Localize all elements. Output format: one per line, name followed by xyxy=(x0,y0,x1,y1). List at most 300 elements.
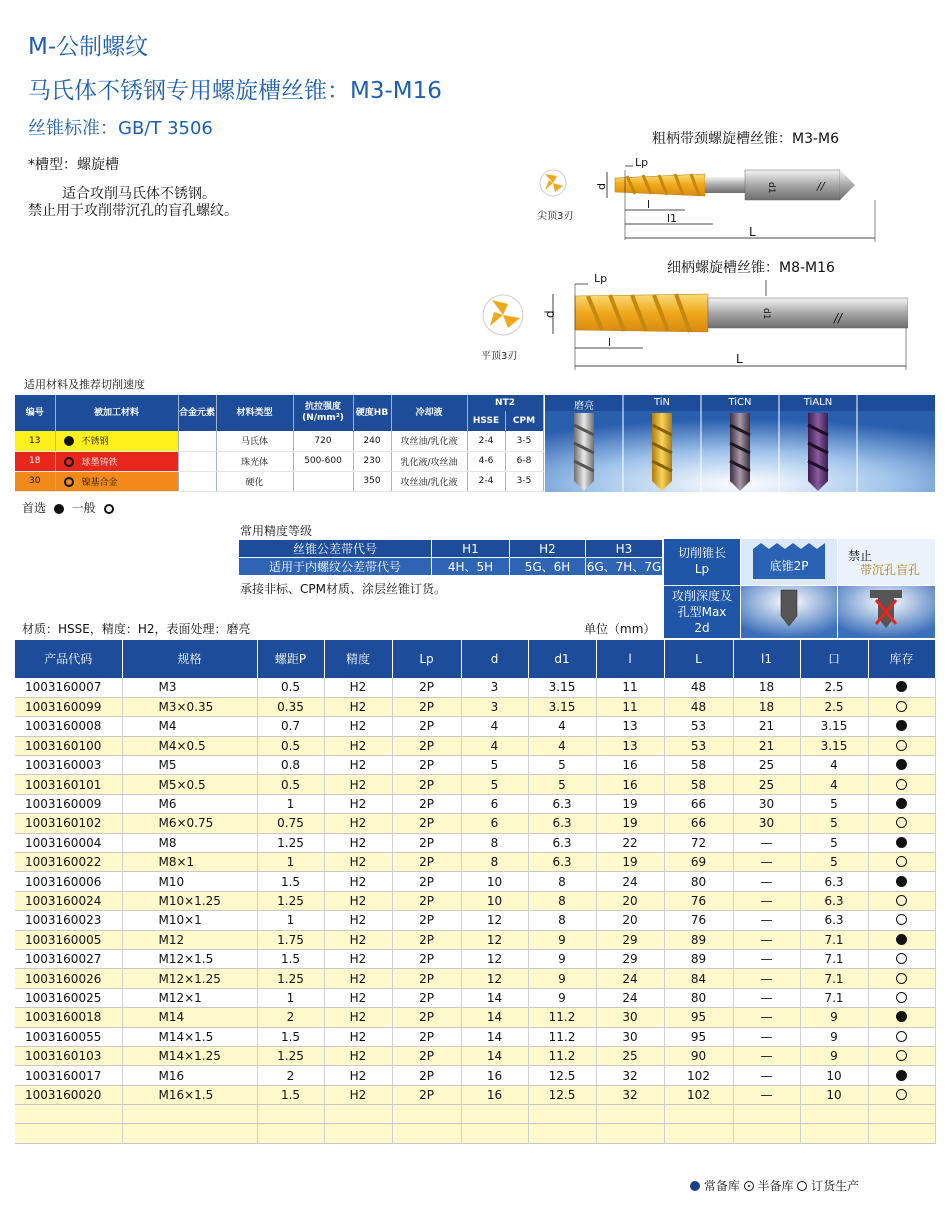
precision-tol-3: 6G、7H、7G xyxy=(586,558,663,576)
cell-d: 14 xyxy=(461,1027,528,1046)
mat-hsse: 2-4 xyxy=(467,471,505,491)
cell-pitch: 0.5 xyxy=(257,775,324,794)
cell-spec: M6 xyxy=(122,794,257,813)
table-row xyxy=(15,911,935,930)
cell-pitch: 2 xyxy=(257,1008,324,1027)
svg-text:d: d xyxy=(543,310,557,318)
cell-l1: 25 xyxy=(733,756,800,775)
mat-header-coolant: 冷却液 xyxy=(391,395,467,431)
table-row xyxy=(15,949,935,968)
cell-stock xyxy=(868,853,935,872)
cell-L: 80 xyxy=(664,872,733,891)
cell-lp: 2P xyxy=(392,814,461,833)
col-header-L: L xyxy=(664,640,733,678)
cell-l: 11 xyxy=(596,697,664,716)
mat-header-alloy: 合金元素 xyxy=(178,395,216,431)
cell-d: 8 xyxy=(461,833,528,852)
svg-text:L: L xyxy=(736,352,743,366)
mat-row xyxy=(15,451,543,471)
stock-order-icon xyxy=(896,1089,907,1100)
cell-spec: M12 xyxy=(122,930,257,949)
cell-spec: M4 xyxy=(122,717,257,736)
cell-square: 7.1 xyxy=(800,949,868,968)
cell-square: 6.3 xyxy=(800,911,868,930)
cell-precision: H2 xyxy=(324,814,392,833)
col-header-d: d xyxy=(461,640,528,678)
stock-full-icon xyxy=(896,837,907,848)
normal-dot-icon xyxy=(64,477,74,487)
cell-d1: 11.2 xyxy=(528,1046,596,1065)
cell-spec: M8×1 xyxy=(122,853,257,872)
stock-order-icon xyxy=(896,817,907,828)
stock-order-icon xyxy=(896,856,907,867)
bottom-diagram-title: 细柄螺旋槽丝锥：M8-M16 xyxy=(667,260,835,276)
col-header-code: 产品代码 xyxy=(15,640,122,678)
cell-pitch: 1 xyxy=(257,911,324,930)
cell-l: 19 xyxy=(596,814,664,833)
cell-l1: 30 xyxy=(733,814,800,833)
cell-stock xyxy=(868,775,935,794)
bottom-tip-caption: 平顶3刃 xyxy=(481,351,518,362)
svg-text:Lp: Lp xyxy=(635,156,649,169)
blank-cell xyxy=(461,1105,528,1124)
cell-l: 32 xyxy=(596,1085,664,1104)
cell-d1: 3.15 xyxy=(528,678,596,697)
cell-d: 5 xyxy=(461,756,528,775)
cell-pitch: 1.25 xyxy=(257,891,324,910)
stock-order-icon xyxy=(896,779,907,790)
blank-cell xyxy=(800,1124,868,1143)
cell-pitch: 0.8 xyxy=(257,756,324,775)
cell-precision: H2 xyxy=(324,949,392,968)
cell-l: 24 xyxy=(596,872,664,891)
blank-cell xyxy=(528,1105,596,1124)
cell-code: 1003160099 xyxy=(15,697,122,716)
cell-d: 10 xyxy=(461,872,528,891)
cell-stock xyxy=(868,1046,935,1065)
precision-row2-label: 适用于内螺纹公差带代号 xyxy=(239,558,432,576)
bottom-tap-diagram xyxy=(478,270,908,380)
stock-order-icon xyxy=(896,895,907,906)
cell-l: 22 xyxy=(596,833,664,852)
coating-label-ticn: TiCN xyxy=(728,397,752,408)
mat-no: 13 xyxy=(15,431,55,451)
cell-d: 16 xyxy=(461,1066,528,1085)
cell-d1: 5 xyxy=(528,756,596,775)
cell-square: 4 xyxy=(800,756,868,775)
cell-L: 84 xyxy=(664,969,733,988)
cell-stock xyxy=(868,1085,935,1104)
cell-square: 6.3 xyxy=(800,891,868,910)
cell-pitch: 1.25 xyxy=(257,1046,324,1065)
cell-d: 3 xyxy=(461,697,528,716)
table-row xyxy=(15,988,935,1007)
cell-precision: H2 xyxy=(324,930,392,949)
stock-full-icon xyxy=(896,876,907,887)
cell-spec: M5 xyxy=(122,756,257,775)
cell-spec: M3 xyxy=(122,678,257,697)
cell-stock xyxy=(868,969,935,988)
description-line-2: 禁止用于攻削带沉孔的盲孔螺纹。 xyxy=(28,203,238,219)
stock-order-icon xyxy=(896,992,907,1003)
table-row xyxy=(15,1066,935,1085)
stock-full-icon xyxy=(896,1011,907,1022)
cell-spec: M12×1.5 xyxy=(122,949,257,968)
cell-pitch: 1.5 xyxy=(257,1085,324,1104)
cell-pitch: 1.25 xyxy=(257,833,324,852)
cell-l1: 18 xyxy=(733,697,800,716)
cell-L: 58 xyxy=(664,756,733,775)
cell-l1: 25 xyxy=(733,775,800,794)
depth-label: 攻削深度及孔型Max 2d xyxy=(664,586,740,638)
cell-l: 16 xyxy=(596,775,664,794)
cell-code: 1003160003 xyxy=(15,756,122,775)
cell-lp: 2P xyxy=(392,833,461,852)
cell-stock xyxy=(868,949,935,968)
mat-coolant: 攻丝油/乳化液 xyxy=(391,431,467,451)
prohibit-panel xyxy=(838,539,935,585)
cell-code: 1003160102 xyxy=(15,814,122,833)
cell-code: 1003160018 xyxy=(15,1008,122,1027)
cell-stock xyxy=(868,697,935,716)
table-row xyxy=(15,775,935,794)
blank-row xyxy=(15,1105,935,1124)
cell-precision: H2 xyxy=(324,736,392,755)
cell-l1: — xyxy=(733,949,800,968)
svg-text://: // xyxy=(834,311,843,325)
cell-pitch: 0.5 xyxy=(257,736,324,755)
cell-d: 12 xyxy=(461,949,528,968)
cell-L: 48 xyxy=(664,678,733,697)
cell-stock xyxy=(868,833,935,852)
cell-square: 10 xyxy=(800,1085,868,1104)
blank-cell xyxy=(324,1105,392,1124)
blank-cell xyxy=(392,1124,461,1143)
cell-lp: 2P xyxy=(392,969,461,988)
cell-stock xyxy=(868,678,935,697)
cell-d: 8 xyxy=(461,853,528,872)
table-row xyxy=(15,1085,935,1104)
svg-text:d1: d1 xyxy=(761,308,771,320)
cell-L: 80 xyxy=(664,988,733,1007)
stock-full-icon xyxy=(896,759,907,770)
mat-alloy xyxy=(178,431,216,451)
cell-code: 1003160025 xyxy=(15,988,122,1007)
mat-hb: 230 xyxy=(353,451,391,471)
cell-square: 2.5 xyxy=(800,697,868,716)
svg-text://: // xyxy=(817,180,825,193)
cell-stock xyxy=(868,736,935,755)
cell-l1: — xyxy=(733,1008,800,1027)
cell-L: 76 xyxy=(664,911,733,930)
mat-header-material: 被加工材料 xyxy=(55,395,178,431)
cell-code: 1003160100 xyxy=(15,736,122,755)
blank-cell xyxy=(596,1105,664,1124)
mat-header-type: 材料类型 xyxy=(216,395,293,431)
cell-precision: H2 xyxy=(324,853,392,872)
table-row xyxy=(15,814,935,833)
table-row xyxy=(15,1027,935,1046)
cell-d1: 12.5 xyxy=(528,1085,596,1104)
cell-L: 66 xyxy=(664,794,733,813)
cell-spec: M12×1.25 xyxy=(122,969,257,988)
cell-l1: — xyxy=(733,1027,800,1046)
cell-lp: 2P xyxy=(392,697,461,716)
cell-d: 5 xyxy=(461,775,528,794)
svg-text:l: l xyxy=(608,336,612,349)
cell-spec: M3×0.35 xyxy=(122,697,257,716)
cell-code: 1003160007 xyxy=(15,678,122,697)
cell-precision: H2 xyxy=(324,833,392,852)
stock-half-icon xyxy=(744,1181,754,1191)
cell-d: 14 xyxy=(461,1046,528,1065)
groove-type: *槽型：螺旋槽 xyxy=(28,157,119,173)
stock-full-icon xyxy=(896,720,907,731)
cell-stock xyxy=(868,794,935,813)
mat-name: 不锈钢 xyxy=(55,431,178,451)
cell-square: 7.1 xyxy=(800,930,868,949)
legend-normal-label: 一般 xyxy=(71,501,96,515)
cell-lp: 2P xyxy=(392,736,461,755)
cell-stock xyxy=(868,872,935,891)
top-tip-caption: 尖顶3刃 xyxy=(537,211,574,222)
table-row xyxy=(15,930,935,949)
cell-l1: — xyxy=(733,930,800,949)
mat-type: 珠光体 xyxy=(216,451,293,471)
cell-L: 53 xyxy=(664,717,733,736)
cell-l1: — xyxy=(733,872,800,891)
cell-precision: H2 xyxy=(324,1046,392,1065)
precision-h2: H2 xyxy=(510,540,586,558)
cell-l: 13 xyxy=(596,736,664,755)
cell-precision: H2 xyxy=(324,1008,392,1027)
table-row xyxy=(15,756,935,775)
svg-text:Lp: Lp xyxy=(594,272,608,285)
cell-l1: — xyxy=(733,833,800,852)
cell-square: 6.3 xyxy=(800,872,868,891)
blank-cell xyxy=(122,1124,257,1143)
cell-spec: M16 xyxy=(122,1066,257,1085)
cell-lp: 2P xyxy=(392,891,461,910)
cell-spec: M10×1 xyxy=(122,911,257,930)
precision-h3: H3 xyxy=(586,540,663,558)
cell-precision: H2 xyxy=(324,911,392,930)
cell-lp: 2P xyxy=(392,911,461,930)
cell-l1: — xyxy=(733,1085,800,1104)
cell-pitch: 1 xyxy=(257,794,324,813)
cell-d1: 4 xyxy=(528,736,596,755)
col-header-precision: 精度 xyxy=(324,640,392,678)
cell-L: 69 xyxy=(664,853,733,872)
table-row xyxy=(15,678,935,697)
precision-title: 常用精度等级 xyxy=(240,524,313,538)
material-note: 材质：HSSE，精度：H2，表面处理：磨亮 xyxy=(22,622,251,636)
cell-square: 5 xyxy=(800,814,868,833)
cell-l: 20 xyxy=(596,911,664,930)
cell-d: 6 xyxy=(461,814,528,833)
cell-spec: M4×0.5 xyxy=(122,736,257,755)
cell-l1: 30 xyxy=(733,794,800,813)
coating-label-bright: 磨亮 xyxy=(574,401,594,412)
cell-d1: 9 xyxy=(528,988,596,1007)
blank-cell xyxy=(664,1105,733,1124)
coating-label-tialn: TiALN xyxy=(803,397,833,408)
table-row xyxy=(15,717,935,736)
mat-header-nt2: NT2 xyxy=(467,395,543,411)
cell-l1: 21 xyxy=(733,717,800,736)
cell-spec: M12×1 xyxy=(122,988,257,1007)
cell-spec: M5×0.5 xyxy=(122,775,257,794)
cell-d1: 12.5 xyxy=(528,1066,596,1085)
mat-row xyxy=(15,471,543,491)
blank-cell xyxy=(257,1105,324,1124)
cell-L: 58 xyxy=(664,775,733,794)
mat-cpm: 3-5 xyxy=(505,471,543,491)
blank-cell xyxy=(461,1124,528,1143)
stock-full-icon xyxy=(690,1181,700,1191)
cell-l: 32 xyxy=(596,1066,664,1085)
cell-l: 25 xyxy=(596,1046,664,1065)
cell-L: 66 xyxy=(664,814,733,833)
cell-square: 10 xyxy=(800,1066,868,1085)
table-row xyxy=(15,853,935,872)
cell-precision: H2 xyxy=(324,775,392,794)
blank-cell xyxy=(664,1124,733,1143)
cell-l: 30 xyxy=(596,1027,664,1046)
cell-lp: 2P xyxy=(392,756,461,775)
cell-spec: M16×1.5 xyxy=(122,1085,257,1104)
stock-full-icon xyxy=(896,681,907,692)
cell-l: 11 xyxy=(596,678,664,697)
preferred-dot-icon xyxy=(54,504,64,514)
stock-order-icon xyxy=(896,973,907,984)
cell-square: 2.5 xyxy=(800,678,868,697)
stock-order-icon xyxy=(896,1031,907,1042)
blank-cell xyxy=(596,1124,664,1143)
cell-lp: 2P xyxy=(392,678,461,697)
cell-d1: 9 xyxy=(528,949,596,968)
cell-square: 5 xyxy=(800,853,868,872)
cell-code: 1003160026 xyxy=(15,969,122,988)
cell-precision: H2 xyxy=(324,717,392,736)
cell-l1: 18 xyxy=(733,678,800,697)
standard-label: 丝锥标准：GB/T 3506 xyxy=(28,118,213,139)
cell-precision: H2 xyxy=(324,969,392,988)
description-line-1: 适合攻削马氏体不锈钢。 xyxy=(62,186,216,202)
cell-spec: M10 xyxy=(122,872,257,891)
cell-l: 13 xyxy=(596,717,664,736)
table-row xyxy=(15,969,935,988)
cell-pitch: 1.5 xyxy=(257,1027,324,1046)
unit-note: 单位（mm） xyxy=(584,622,656,636)
cell-l: 29 xyxy=(596,949,664,968)
cell-code: 1003160103 xyxy=(15,1046,122,1065)
cell-l1: — xyxy=(733,853,800,872)
mat-type: 硬化 xyxy=(216,471,293,491)
cell-stock xyxy=(868,891,935,910)
cell-d: 16 xyxy=(461,1085,528,1104)
table-row xyxy=(15,736,935,755)
cell-d1: 8 xyxy=(528,891,596,910)
cell-l1: — xyxy=(733,969,800,988)
cell-l1: — xyxy=(733,1066,800,1085)
blank-cell xyxy=(733,1124,800,1143)
stock-order-icon xyxy=(896,914,907,925)
cell-stock xyxy=(868,1008,935,1027)
stock-legend xyxy=(690,1177,859,1194)
coating-label-tin: TiN xyxy=(653,397,671,408)
cell-d1: 6.3 xyxy=(528,814,596,833)
precision-h1: H1 xyxy=(432,540,510,558)
cut-length-label: 切削锥长Lp xyxy=(664,539,740,585)
cell-spec: M8 xyxy=(122,833,257,852)
cell-stock xyxy=(868,988,935,1007)
cell-precision: H2 xyxy=(324,697,392,716)
blank-cell xyxy=(733,1105,800,1124)
cell-d1: 8 xyxy=(528,911,596,930)
cell-precision: H2 xyxy=(324,1066,392,1085)
mat-cpm: 6-8 xyxy=(505,451,543,471)
normal-dot-icon xyxy=(64,457,74,467)
mat-no: 30 xyxy=(15,471,55,491)
col-header-spec: 规格 xyxy=(122,640,257,678)
product-title: 马氏体不锈钢专用螺旋槽丝锥：M3-M16 xyxy=(28,78,442,104)
normal-dot-icon xyxy=(104,504,114,514)
cell-d1: 6.3 xyxy=(528,833,596,852)
cell-d: 14 xyxy=(461,988,528,1007)
cell-stock xyxy=(868,756,935,775)
cell-code: 1003160008 xyxy=(15,717,122,736)
cell-code: 1003160009 xyxy=(15,794,122,813)
cell-code: 1003160005 xyxy=(15,930,122,949)
stock-order-icon xyxy=(896,953,907,964)
cell-spec: M6×0.75 xyxy=(122,814,257,833)
product-table xyxy=(15,640,936,1144)
cell-L: 48 xyxy=(664,697,733,716)
cell-l: 24 xyxy=(596,969,664,988)
top-tap-diagram xyxy=(535,150,885,250)
cell-L: 102 xyxy=(664,1066,733,1085)
prohibit-value: 带沉孔盲孔 xyxy=(860,563,921,577)
cell-l1: 21 xyxy=(733,736,800,755)
cell-spec: M10×1.25 xyxy=(122,891,257,910)
precision-tol-1: 4H、5H xyxy=(432,558,510,576)
mat-header-cpm: CPM xyxy=(505,411,543,431)
precision-table xyxy=(238,539,663,576)
description xyxy=(28,186,268,220)
cell-d1: 9 xyxy=(528,969,596,988)
legend-first-label: 首选 xyxy=(22,501,47,515)
blank-cell xyxy=(392,1105,461,1124)
mat-hb: 350 xyxy=(353,471,391,491)
cell-code: 1003160023 xyxy=(15,911,122,930)
cell-lp: 2P xyxy=(392,949,461,968)
cell-precision: H2 xyxy=(324,891,392,910)
blank-cell xyxy=(15,1124,122,1143)
cell-code: 1003160101 xyxy=(15,775,122,794)
cell-precision: H2 xyxy=(324,794,392,813)
cell-precision: H2 xyxy=(324,1027,392,1046)
precision-row1-label: 丝锥公差带代号 xyxy=(239,540,432,558)
table-row xyxy=(15,1046,935,1065)
cell-code: 1003160022 xyxy=(15,853,122,872)
col-header-l: l xyxy=(596,640,664,678)
legend-half: 半备库 xyxy=(757,1179,794,1193)
cell-stock xyxy=(868,930,935,949)
stock-full-icon xyxy=(896,1070,907,1081)
cell-d: 4 xyxy=(461,717,528,736)
col-header-lp: Lp xyxy=(392,640,461,678)
